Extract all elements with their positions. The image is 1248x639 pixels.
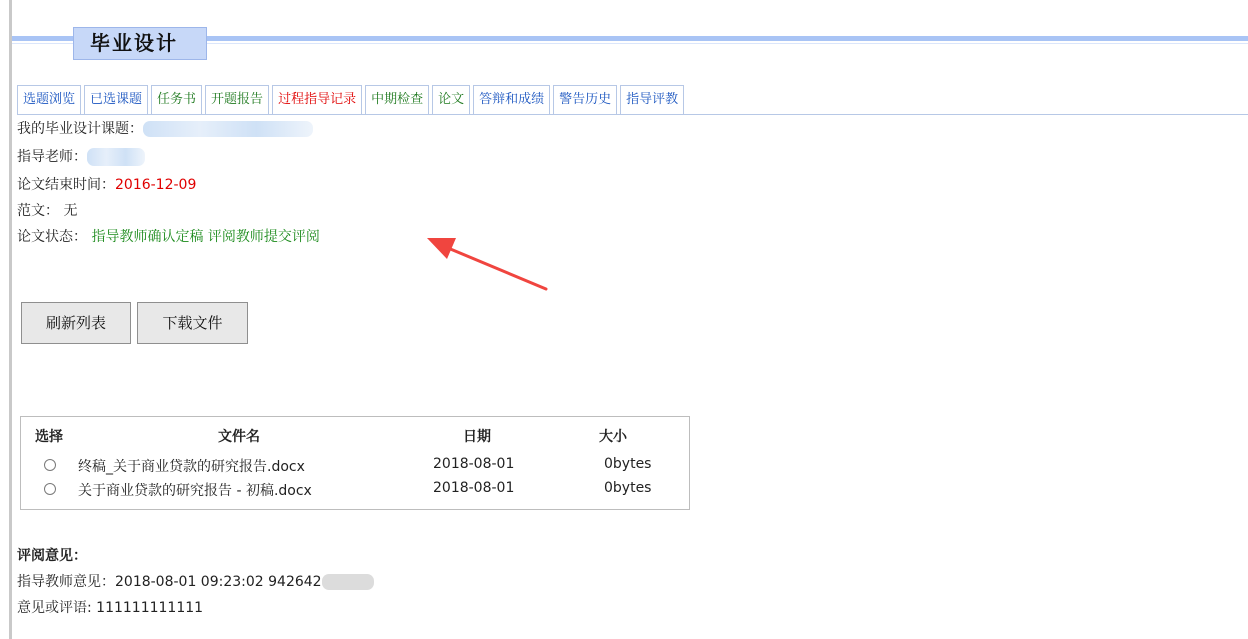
file-name: 关于商业贷款的研究报告 - 初稿.docx xyxy=(78,483,312,499)
file-name: 终稿_关于商业贷款的研究报告.docx xyxy=(78,459,305,475)
review-heading: 评阅意见： xyxy=(17,548,87,564)
sample-label: 范文： xyxy=(17,203,59,219)
tab-task-book[interactable]: 任务书 xyxy=(151,85,202,114)
file-table xyxy=(20,416,690,510)
column-filename: 文件名 xyxy=(218,429,260,445)
refresh-list-button[interactable]: 刷新列表 xyxy=(21,302,131,344)
table-row xyxy=(21,479,689,501)
file-radio[interactable] xyxy=(44,459,56,471)
tab-warning-history[interactable]: 警告历史 xyxy=(553,85,617,114)
deadline-value: 2016-12-09 xyxy=(115,177,197,193)
status-label: 论文状态： xyxy=(17,229,87,245)
advisor-opinion: 指导教师意见：2018-08-01 09:23:02 942642 xyxy=(17,574,322,590)
tab-proposal-report[interactable]: 开题报告 xyxy=(205,85,269,114)
tab-midterm-check[interactable]: 中期检查 xyxy=(365,85,429,114)
column-select: 选择 xyxy=(35,429,63,445)
tab-selected-topic[interactable]: 已选课题 xyxy=(84,85,148,114)
table-row xyxy=(21,455,689,477)
advisor-opinion-row xyxy=(17,571,374,591)
tab-guidance-records[interactable]: 过程指导记录 xyxy=(272,85,362,114)
file-radio[interactable] xyxy=(44,483,56,495)
tab-thesis[interactable]: 论文 xyxy=(432,85,470,115)
topic-label: 我的毕业设计课题： xyxy=(17,121,143,137)
download-file-button[interactable]: 下载文件 xyxy=(137,302,248,344)
deadline-label: 论文结束时间： xyxy=(17,177,115,193)
tab-topic-browse[interactable]: 选题浏览 xyxy=(17,85,81,114)
comment-row: 意见或评语: 111111111111 xyxy=(17,600,204,616)
page-title: 毕业设计 xyxy=(73,27,207,60)
file-size: 0bytes xyxy=(604,480,652,496)
status-value: 指导教师确认定稿 评阅教师提交评阅 xyxy=(91,229,320,245)
file-date: 2018-08-01 xyxy=(433,456,515,472)
advisor-label: 指导老师： xyxy=(17,149,87,165)
file-size: 0bytes xyxy=(604,456,652,472)
sample-value: 无 xyxy=(63,203,78,219)
redacted-opinion xyxy=(322,574,374,590)
file-date: 2018-08-01 xyxy=(433,480,515,496)
tab-teaching-evaluation[interactable]: 指导评教 xyxy=(620,85,684,114)
column-date: 日期 xyxy=(463,429,491,445)
tab-defense-grades[interactable]: 答辩和成绩 xyxy=(473,85,550,114)
column-size: 大小 xyxy=(599,429,627,445)
